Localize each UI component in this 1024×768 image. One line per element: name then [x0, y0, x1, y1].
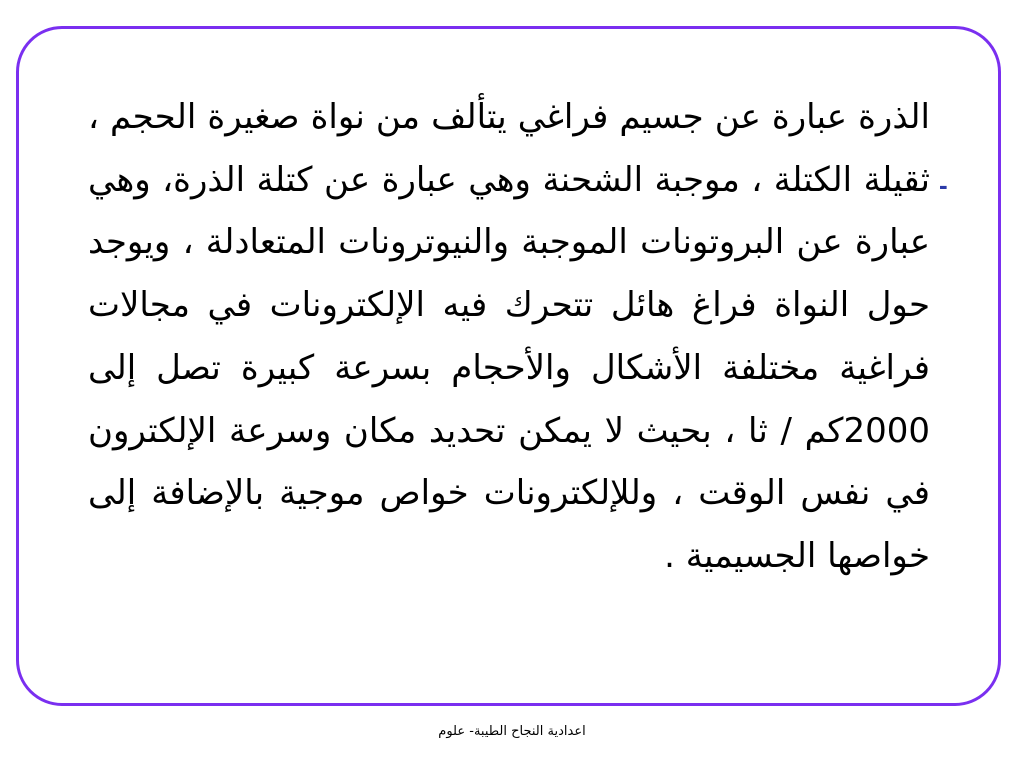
- slide-footer: اعدادية النجاح الطيبة- علوم: [438, 724, 586, 739]
- bullet-marker: -: [939, 170, 948, 200]
- body-paragraph: الذرة عبارة عن جسيم فراغي يتألف من نواة صغيرة الحجم ، ثقيلة الكتلة ، موجبة الشحنة وهي عبارة عن كتلة الذرة، وهي عبارة عن البروتونات الموجبة والنيوترونات المتعادلة ، ويوجد حول النواة فراغ هائل تتحرك فيه الإلكترونات في مجالات فراغية مختلفة الأشكال والأحجام بسرعة كبيرة تصل إلى 2000كم / ثا ، بحيث لا يمكن تحديد مكان وسرعة الإلكترون في نفس الوقت ، وللإلكترونات خواص موجية بالإضافة إلى خواصها الجسيمية .: [88, 97, 930, 576]
